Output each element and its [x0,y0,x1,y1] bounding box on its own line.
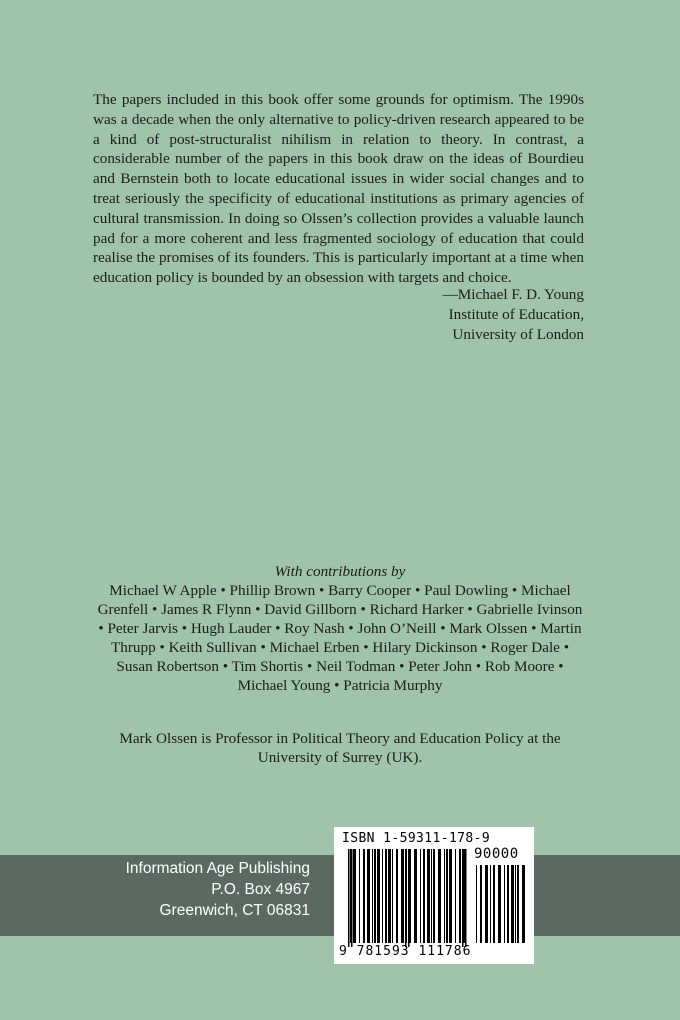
endorsement-affiliation-line2: University of London [452,326,584,343]
ean-bar [353,849,356,943]
ean-bar [449,849,452,943]
ean-bar [363,849,365,943]
ean-bar [359,849,360,943]
guard-bar [351,849,353,947]
addon-bar [485,865,488,943]
guard-bar [408,849,410,947]
contributors-heading: With contributions by [274,563,406,580]
addon-bar [498,865,501,943]
ean-bar [455,849,456,943]
guard-bar [405,849,407,947]
publisher-address-line1: P.O. Box 4967 [211,881,310,898]
addon-bar [476,865,477,943]
ean-bar [459,849,461,943]
addon-bar [515,865,516,943]
addon-bar [507,865,509,943]
addon-bar [511,865,514,943]
ean-bar [385,849,387,943]
ean-bar [388,849,391,943]
addon-bar [504,865,505,943]
ean-bar [438,849,441,943]
author-bio: Mark Olssen is Professor in Political Theory and Education Policy at the University of Surrey (UK). [119,730,561,766]
publisher-address-line2: Greenwich, CT 06831 [159,902,310,919]
ean-bar [420,849,421,943]
ean-bar [414,849,417,943]
guard-bar [465,849,467,947]
isbn-barcode [334,827,534,964]
ean-bar [396,849,398,943]
addon-bar [517,865,519,943]
addon-bar [493,865,495,943]
ean-bar [433,849,435,943]
guard-bar [348,849,350,947]
contributors-list: Michael W Apple • Phillip Brown • Barry Cooper • Paul Dowling • Michael Grenfell • James R Flynn • David Gillborn • Richard Harker • Gabrielle Ivinson • Peter Jarvis • Hugh Lauder • Roy Nash • John O’Neill • Mark Olssen • Martin Thrupp • Keith Sullivan • Michael Erben • Hilary Dickinson • Roger Dale • Susan Robertson • Tim Shortis • Neil Todman • Peter John • Rob Moore • Michael Young • Patricia Murphy [97,582,583,694]
ean-digits: 9 781593 111786 [339,944,472,959]
contributors-section [95,562,585,695]
ean-bar [382,849,383,943]
ean-bar [367,849,370,943]
ean-bar [431,849,432,943]
endorsement-affiliation-line1: Institute of Education, [448,306,584,323]
endorsement-attribution [284,285,584,345]
guard-bar [462,849,464,947]
addon-bar [480,865,482,943]
ean-bar [427,849,430,943]
ean-bar [372,849,373,943]
publisher-info [126,858,310,921]
addon-bar [522,865,525,943]
ean-bar [401,849,404,943]
ean-bar [374,849,376,943]
ean-bar [423,849,425,943]
publisher-name: Information Age Publishing [125,860,310,877]
ean-bar [444,849,445,943]
ean-bar [392,849,393,943]
endorsement-author: —Michael F. D. Young [442,286,584,303]
price-code: 90000 [474,846,519,862]
endorsement-quote: The papers included in this book offer some grounds for optimism. The 1990s was a decade when the only alternative to policy-driven research appeared to be a kind of post-structuralist nihilism in relation to theory. In contrast, a considerable number of the papers in this book draw on the ideas of Bourdieu and Bernstein both to locate educational issues in wider social changes and to treat seriously the specificity of educational institutions as primary agencies of cultural transmission. In doing so Olssen’s collection provides a valuable launch pad for a more coherent and less fragmented sociology of education that could realise the promises of its founders. This is particularly important at a time when education policy is bounded by an obsession with targets and choice. [93,91,584,287]
ean-bar [446,849,448,943]
addon-bar [490,865,491,943]
isbn-label: ISBN 1-59311-178-9 [342,831,491,846]
ean-bar [377,849,380,943]
